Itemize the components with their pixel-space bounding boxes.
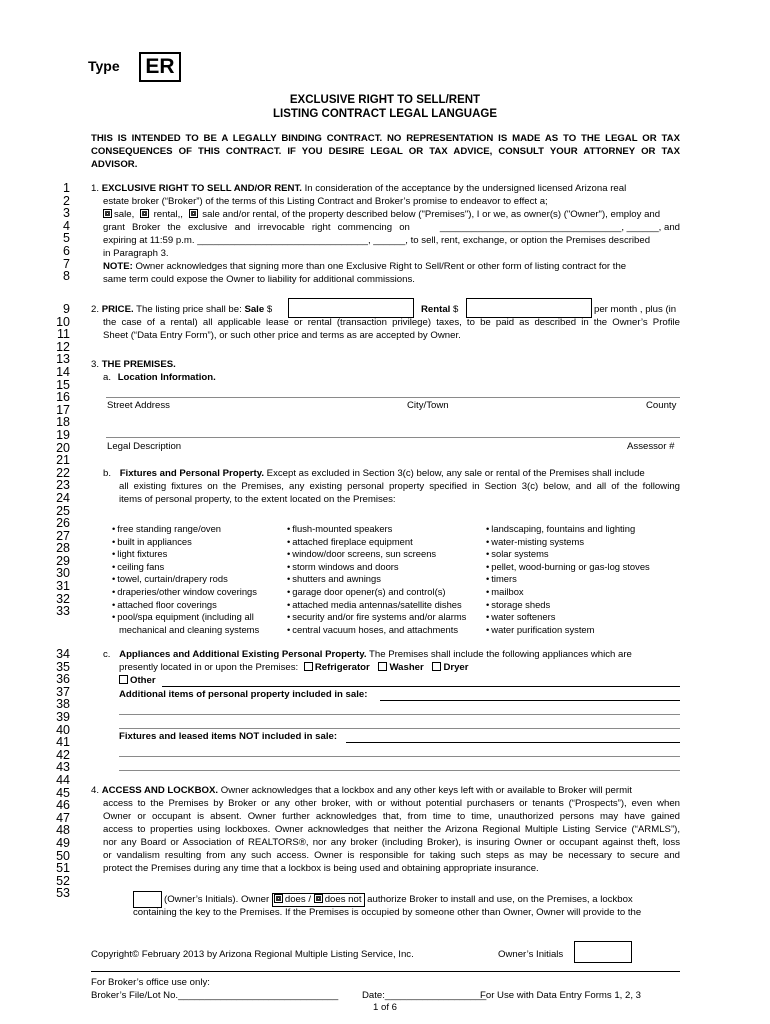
title-line-2: LISTING CONTRACT LEGAL LANGUAGE xyxy=(272,108,498,120)
line-number: 29 xyxy=(56,553,70,568)
s4-line-6: or vandalism resulting from any such access. Owner is responsible for taking such steps as may be necessary to secure and xyxy=(103,850,680,861)
s2-line-3: Sheet (“Data Entry Form”), or such other price and terms as are accepted by Owner. xyxy=(103,330,461,341)
list-item: • pool/spa equipment (including all xyxy=(112,611,259,624)
line-number: 26 xyxy=(56,516,70,531)
s1-note-line-2: same term could expose the Owner to liability for additional commissions. xyxy=(103,274,415,285)
fixtures-leased-line-3[interactable] xyxy=(119,770,680,771)
line-number: 27 xyxy=(56,528,70,543)
line-numbers-block-2 xyxy=(18,303,70,618)
rental-label: rental, xyxy=(150,209,181,220)
list-item: • garage door opener(s) and control(s) xyxy=(287,586,466,599)
street-address-label: Street Address xyxy=(107,400,170,411)
s3b-line-1 xyxy=(103,468,680,481)
list-item: • attached floor coverings xyxy=(112,599,259,612)
list-item: • storage sheds xyxy=(486,599,650,612)
fixtures-column-2 xyxy=(287,523,466,636)
owner-initials-input[interactable] xyxy=(133,891,162,908)
s1-heading: EXCLUSIVE RIGHT TO SELL AND/OR RENT. xyxy=(101,183,302,194)
line-number: 48 xyxy=(56,823,70,838)
legal-input-line[interactable] xyxy=(106,437,680,438)
sale-checkbox[interactable] xyxy=(103,209,112,218)
s3c-text: The Premises shall include the following appliances which are xyxy=(366,649,632,660)
line-number: 33 xyxy=(56,604,70,619)
list-item: • storm windows and doors xyxy=(287,561,466,574)
line-number: 44 xyxy=(56,772,70,787)
owner-initials-text: (Owner’s Initials). Owner xyxy=(164,894,272,905)
dryer-checkbox[interactable] xyxy=(432,662,441,671)
line-number: 28 xyxy=(56,541,70,556)
owners-initials-input[interactable] xyxy=(574,941,632,963)
s1-commencing-text: grant Broker the exclusive and irrevocable right commencing on xyxy=(103,222,410,233)
does-label: does / xyxy=(284,894,312,905)
s3c-heading: Appliances and Additional Existing Personal Property. xyxy=(119,649,367,660)
s1-line-4 xyxy=(103,222,680,235)
fixtures-leased-label: Fixtures and leased items NOT included in sale: xyxy=(119,731,338,742)
s4-line-7: protect the Premises during any time that a lockbox is being used and obtaining appropriate insurance. xyxy=(103,863,539,874)
list-item: • central vacuum hoses, and attachments xyxy=(287,624,466,637)
line-number: 16 xyxy=(56,390,70,405)
s2-per-month: per month , plus (in xyxy=(594,304,677,315)
line-number: 19 xyxy=(56,427,70,442)
additional-items-line-3[interactable] xyxy=(119,728,680,729)
disclaimer-line-2: CONSEQUENCES OF THIS CONTRACT. IF YOU DESIRE LEGAL OR TAX ADVICE, CONSULT YOUR ATTORNEY OR TAX xyxy=(91,146,680,157)
line-number: 40 xyxy=(56,722,70,737)
s3c-appliances-text: presently located in or upon the Premises: xyxy=(119,662,299,673)
data-entry-forms-note: For Use with Data Entry Forms 1, 2, 3 xyxy=(480,990,642,1001)
other-checkbox[interactable] xyxy=(119,675,128,684)
list-item: • attached media antennas/satellite dishes xyxy=(287,599,466,612)
s1-number: 1. xyxy=(91,183,100,194)
s4-text: Owner acknowledges that a lockbox and any other keys left with or available to Broker will permit xyxy=(218,785,632,796)
line-number: 8 xyxy=(63,269,70,284)
line-number: 3 xyxy=(63,206,70,221)
title-line-1: EXCLUSIVE RIGHT TO SELL/RENT xyxy=(289,94,481,106)
s3b-text: Except as excluded in Section 3(c) below, any sale or rental of the Premises shall include xyxy=(264,468,645,479)
line-number: 21 xyxy=(56,453,70,468)
line-number: 32 xyxy=(56,591,70,606)
s1-line-1 xyxy=(91,183,626,196)
list-item: • ceiling fans xyxy=(112,561,259,574)
list-item: • water purification system xyxy=(486,624,650,637)
list-item: • landscaping, fountains and lighting xyxy=(486,523,650,536)
s1-line-3: sale, rental,, sale and/or rental, of the property described below ("Premises"), I or we, as owner(s) ("Owner"), employ and xyxy=(103,209,680,222)
list-item: mechanical and cleaning systems xyxy=(119,623,260,635)
address-input-line[interactable] xyxy=(106,397,680,398)
s4-line-5: nor any Board or Association of REALTORS®, nor any broker (including Broker), is insuring Owner or occupant against theft, loss xyxy=(103,837,680,848)
legal-description-label: Legal Description xyxy=(107,441,182,452)
line-number: 51 xyxy=(56,861,70,876)
s4-heading: ACCESS AND LOCKBOX. xyxy=(101,785,219,796)
s3a-heading: Location Information. xyxy=(117,372,216,383)
s4-line-9: containing the key to the Premises. If the Premises is occupied by someone other than Owner, Owner will provide to the xyxy=(133,907,642,918)
line-number: 25 xyxy=(56,503,70,518)
s4-authorize-text: authorize Broker to install and use, on the Premises, a lockbox xyxy=(364,894,633,905)
fixtures-leased-line-1[interactable] xyxy=(346,742,680,743)
line-number: 10 xyxy=(56,314,70,329)
line-number: 42 xyxy=(56,747,70,762)
s3-number: 3. xyxy=(91,359,100,370)
line-number: 20 xyxy=(56,440,70,455)
fixtures-column-3 xyxy=(486,523,650,636)
s3b-heading: Fixtures and Personal Property. xyxy=(119,468,264,479)
line-number: 41 xyxy=(56,735,70,750)
line-number: 36 xyxy=(56,672,70,687)
line-number: 4 xyxy=(63,218,70,233)
additional-items-line-1[interactable] xyxy=(380,700,680,701)
line-number: 15 xyxy=(56,377,70,392)
type-label: Type xyxy=(88,58,120,74)
line-number: 34 xyxy=(56,647,70,661)
list-item: • draperies/other window coverings xyxy=(112,586,259,599)
assessor-label: Assessor # xyxy=(627,441,675,452)
does-checkbox[interactable] xyxy=(274,894,283,903)
s1-line-5[interactable]: expiring at 11:59 p.m. ________________________________, ______, to sell, rent, exchange, or option the Premises described xyxy=(103,235,651,246)
list-item: • attached fireplace equipment xyxy=(287,536,466,549)
does-not-checkbox[interactable] xyxy=(314,894,323,903)
list-item: • mailbox xyxy=(486,586,650,599)
list-item: • water-misting systems xyxy=(486,536,650,549)
s3b-line-2: all existing fixtures on the Premises, any existing personal property specified in Section 3(c) below, and all of the following xyxy=(119,481,680,492)
line-number: 52 xyxy=(56,873,70,888)
line-number: 13 xyxy=(56,352,70,367)
line-number: 45 xyxy=(56,785,70,800)
line-number: 22 xyxy=(56,465,70,480)
list-item: • timers xyxy=(486,573,650,586)
line-number: 49 xyxy=(56,835,70,850)
list-item: • shutters and awnings xyxy=(287,573,466,586)
dryer-label: Dryer xyxy=(443,662,469,673)
rental-price-input[interactable] xyxy=(466,298,592,318)
line-number: 53 xyxy=(56,886,70,901)
line-number: 5 xyxy=(63,231,70,246)
note-heading: NOTE: xyxy=(103,261,133,272)
s1-line-6: in Paragraph 3. xyxy=(103,248,169,259)
list-item: • light fixtures xyxy=(112,548,259,561)
s3a-letter: a. xyxy=(103,372,112,383)
line-number: 39 xyxy=(56,709,70,724)
list-item: • pellet, wood-burning or gas-log stoves xyxy=(486,561,650,574)
line-number: 2 xyxy=(63,193,70,208)
copyright: Copyright© February 2013 by Arizona Regional Multiple Listing Service, Inc. xyxy=(91,949,414,960)
does-choice-group xyxy=(272,893,365,907)
s3c-letter: c. xyxy=(103,649,111,660)
sale-price-input[interactable] xyxy=(288,298,414,318)
line-number: 46 xyxy=(56,798,70,813)
s4-number: 4. xyxy=(91,785,100,796)
line-number: 11 xyxy=(57,327,70,342)
rental-dollar: $ xyxy=(450,304,459,315)
sale-price-label: Sale xyxy=(244,304,265,315)
s2-line-1 xyxy=(91,304,272,317)
line-number: 6 xyxy=(63,243,70,258)
rental-price-label-group xyxy=(421,304,458,317)
s4-line-8 xyxy=(164,894,633,907)
broker-file-field[interactable]: Broker’s File/Lot No.______________________________ xyxy=(91,990,339,1001)
county-label: County xyxy=(646,400,677,411)
line-number: 7 xyxy=(63,256,70,271)
line-number: 18 xyxy=(56,415,70,430)
line-number: 12 xyxy=(56,339,70,354)
disclaimer-line-1: THIS IS INTENDED TO BE A LEGALLY BINDING CONTRACT. NO REPRESENTATION IS MADE AS TO THE LEGAL OR TAX xyxy=(91,133,680,144)
s1-note-line-1 xyxy=(103,261,626,274)
line-number: 24 xyxy=(56,490,70,505)
other-label: Other xyxy=(130,675,156,686)
list-item: • built in appliances xyxy=(112,536,259,549)
line-numbers-block-3 xyxy=(18,648,70,900)
line-number: 1 xyxy=(63,181,70,195)
list-item: • free standing range/oven xyxy=(112,523,259,536)
s2-number: 2. xyxy=(91,304,100,315)
additional-items-label: Additional items of personal property included in sale: xyxy=(119,689,368,700)
list-item: • solar systems xyxy=(486,548,650,561)
s4-line-4: access to properties using lockboxes. Owner acknowledges that neither the Arizona Regional Multiple Listing Service (“ARMLS”), xyxy=(103,824,680,835)
s3b-line-3: items of personal property, to the extent located on the Premises: xyxy=(119,494,396,505)
disclaimer-line-3: ADVISOR. xyxy=(91,159,138,170)
refrigerator-label: Refrigerator xyxy=(314,662,370,673)
sale-and-rental-label: sale and/or rental, of the property described below ("Premises"), I or we, as owner(s) ("Owner"), employ and xyxy=(199,209,661,220)
list-item: • towel, curtain/drapery rods xyxy=(112,573,259,586)
s4-line-2: access to the Premises by Broker or any other broker, with or without potential purchasers or tenants (“Prospects”), even when xyxy=(103,798,680,809)
s1-line-2: estate broker (“Broker”) of the terms of this Listing Contract and Broker’s promise to endeavor to effect a; xyxy=(103,196,548,207)
line-number: 9 xyxy=(63,302,70,316)
rental-checkbox[interactable] xyxy=(140,209,149,218)
list-item: • window/door screens, sun screens xyxy=(287,548,466,561)
s3c-line-2 xyxy=(119,662,469,675)
sale-and-rental-checkbox[interactable] xyxy=(189,209,198,218)
s2-line-2: the case of a rental) all applicable lease or rental (transaction privilege) taxes, to be paid as described in the Owner’s Profile xyxy=(103,317,680,328)
s3c-other-line xyxy=(119,675,156,688)
washer-checkbox[interactable] xyxy=(378,662,387,671)
washer-label: Washer xyxy=(389,662,424,673)
city-town-label: City/Town xyxy=(407,400,449,411)
office-use-label: For Broker’s office use only: xyxy=(91,977,210,988)
refrigerator-checkbox[interactable] xyxy=(304,662,313,671)
line-number: 23 xyxy=(56,478,70,493)
s2-heading: PRICE. xyxy=(101,304,134,315)
line-number: 14 xyxy=(56,364,70,379)
other-input-line[interactable] xyxy=(162,686,680,687)
line-number: 30 xyxy=(56,566,70,581)
s3-heading-line xyxy=(91,359,176,372)
s3-heading: THE PREMISES. xyxy=(101,359,176,370)
note-text: Owner acknowledges that signing more than one Exclusive Right to Sell/Rent or other form of listing contract for the xyxy=(132,261,627,272)
line-number: 37 xyxy=(56,684,70,699)
sale-dollar: $ xyxy=(264,304,273,315)
type-code-box: ER xyxy=(139,52,181,82)
s3c-line-1 xyxy=(103,649,680,662)
s4-line-1 xyxy=(91,785,680,798)
line-number: 38 xyxy=(56,697,70,712)
line-number: 43 xyxy=(56,760,70,775)
fixtures-column-1 xyxy=(112,523,259,636)
fixtures-leased-line-2[interactable] xyxy=(119,756,680,757)
list-item: • water softeners xyxy=(486,611,650,624)
line-number: 50 xyxy=(56,848,70,863)
s3b-letter: b. xyxy=(103,468,112,479)
line-number: 17 xyxy=(56,402,70,417)
owners-initials-label: Owner’s Initials xyxy=(498,949,564,960)
line-number: 35 xyxy=(56,659,70,674)
additional-items-line-2[interactable] xyxy=(119,714,680,715)
does-not-label: does not xyxy=(324,894,362,905)
footer-divider xyxy=(91,971,680,972)
line-number: 47 xyxy=(56,810,70,825)
rental-price-label: Rental xyxy=(421,304,451,315)
list-item: • security and/or fire systems and/or alarms xyxy=(287,611,466,624)
sale-label: sale, xyxy=(114,209,135,220)
line-number: 31 xyxy=(56,579,70,594)
s2-text: The listing price shall be: xyxy=(133,304,245,315)
s4-line-3: Owner or occupant is absent. Owner further acknowledges that, from time to time, unauthorized persons may have gained xyxy=(103,811,680,822)
s3a-heading-line xyxy=(103,372,216,385)
list-item: • flush-mounted speakers xyxy=(287,523,466,536)
s1-text: In consideration of the acceptance by the undersigned licensed Arizona real xyxy=(301,183,627,194)
page-number: 1 of 6 xyxy=(372,1002,397,1013)
commencing-date-field[interactable]: __________________________________, ______, and xyxy=(439,222,680,233)
line-numbers-block-1 xyxy=(18,182,70,283)
date-field[interactable]: Date:___________________ xyxy=(362,990,487,1001)
